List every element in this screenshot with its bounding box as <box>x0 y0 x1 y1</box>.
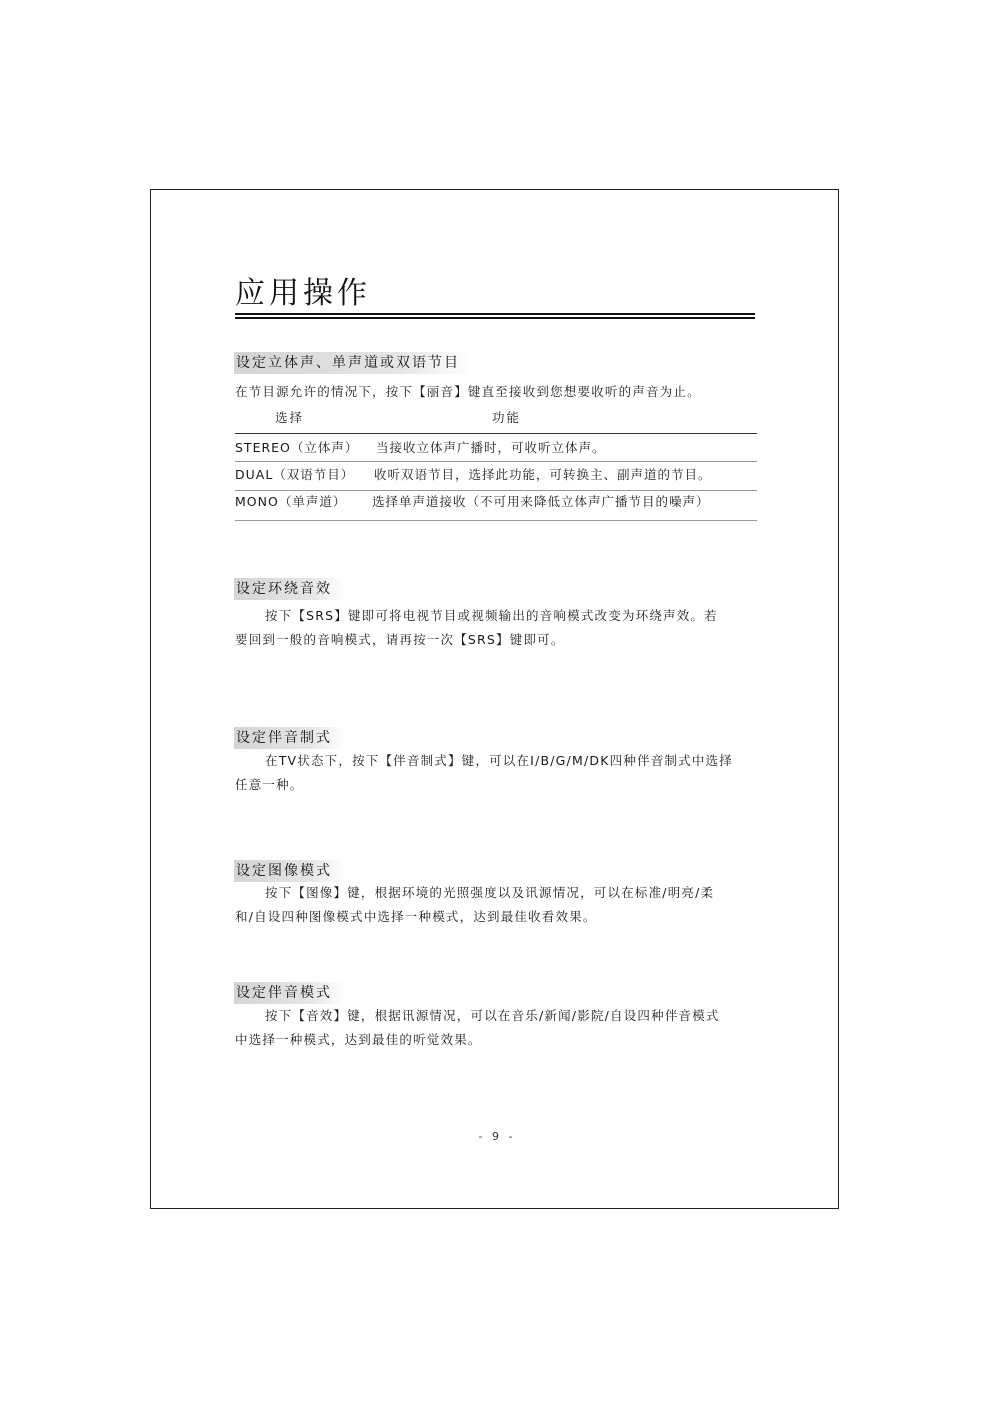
page-title: 应用操作 <box>235 276 371 311</box>
sound-mode-line-2: 中选择一种模式，达到最佳的听觉效果。 <box>235 1032 482 1047</box>
page-border <box>150 189 839 1209</box>
sound-system-line-2: 任意一种。 <box>235 777 304 792</box>
section-heading-sound-mode: 设定伴音模式 <box>234 982 344 1004</box>
sound-mode-text <box>235 1004 755 1052</box>
section-heading-picture-mode: 设定图像模式 <box>234 860 344 882</box>
page-number: - 9 - <box>478 1130 516 1143</box>
table-header-rule <box>235 433 757 434</box>
table-bottom-rule <box>235 520 757 521</box>
table-cell-option: DUAL（双语节目） <box>235 467 355 482</box>
sound-system-text <box>235 749 755 797</box>
table-cell-option: MONO（单声道） <box>235 494 347 509</box>
picture-mode-text <box>235 881 755 929</box>
sound-mode-line-1: 按下【音效】键，根据讯源情况，可以在音乐/新闻/影院/自设四种伴音模式 <box>265 1008 720 1023</box>
table-cell-option: STEREO（立体声） <box>235 440 359 455</box>
table-cell-function: 收听双语节目，选择此功能，可转换主、副声道的节目。 <box>374 467 712 482</box>
section-heading-sound-system: 设定伴音制式 <box>234 727 344 749</box>
table-header-option: 选择 <box>275 410 305 425</box>
table-row-divider <box>235 490 757 491</box>
table-header-function: 功能 <box>492 410 522 425</box>
section-heading-surround: 设定环绕音效 <box>234 578 344 600</box>
table-cell-function: 当接收立体声广播时，可收听立体声。 <box>376 440 606 455</box>
surround-text <box>235 604 755 652</box>
surround-line-2: 要回到一般的音响模式，请再按一次【SRS】键即可。 <box>235 632 565 647</box>
picture-mode-line-1: 按下【图像】键，根据环境的光照强度以及讯源情况，可以在标准/明亮/柔 <box>265 885 715 900</box>
surround-line-1: 按下【SRS】键即可将电视节目或视频输出的音响模式改变为环绕声效。若 <box>265 608 718 623</box>
picture-mode-line-2: 和/自设四种图像模式中选择一种模式，达到最佳收看效果。 <box>235 909 597 924</box>
title-double-rule <box>235 313 755 319</box>
table-row-divider <box>235 461 757 462</box>
section-heading-stereo: 设定立体声、单声道或双语节目 <box>234 352 472 374</box>
sound-system-line-1: 在TV状态下，按下【伴音制式】键，可以在I/B/G/M/DK四种伴音制式中选择 <box>265 753 733 768</box>
stereo-intro: 在节目源允许的情况下，按下【丽音】键直至接收到您想要收听的声音为止。 <box>235 384 701 399</box>
table-cell-function: 选择单声道接收（不可用来降低立体声广播节目的噪声） <box>372 494 710 509</box>
